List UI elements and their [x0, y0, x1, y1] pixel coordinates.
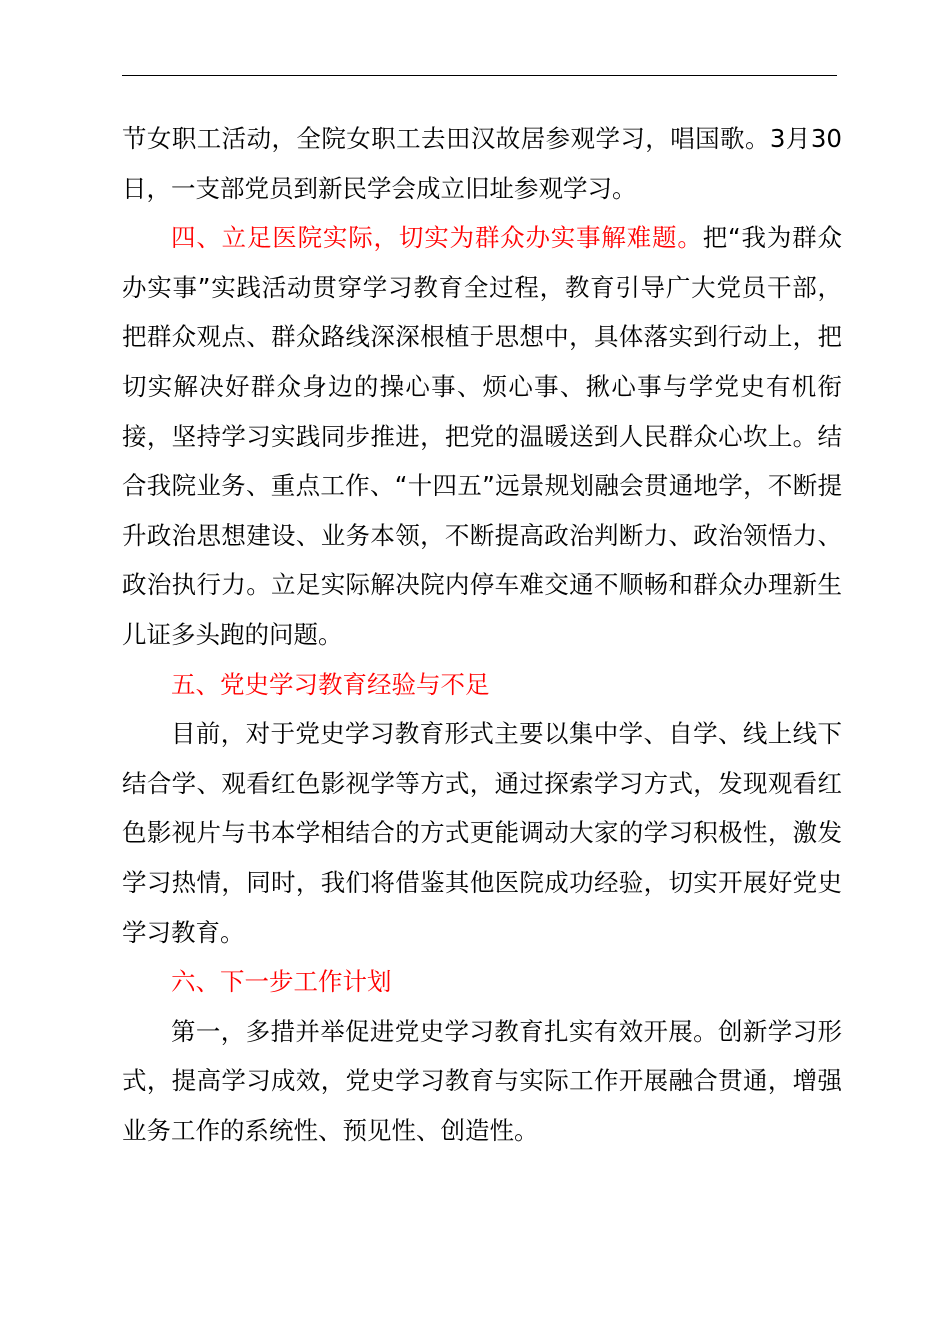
section-five-body: 目前，对于党史学习教育形式主要以集中学、自学、线上线下结合学、观看红色影视学等方式，通过探索学习方式，发现观看红色影视片与书本学相结合的方式更能调动大家的学习积极性，激发学习热情，同时，我们将借鉴其他医院成功经验，切实开展好党史学习教育。 [122, 719, 842, 947]
section-six-body: 第一，多措并举促进党史学习教育扎实有效开展。创新学习形式，提高学习成效，党史学习教育与实际工作开展融合贯通，增强业务工作的系统性、预见性、创造性。 [122, 1016, 842, 1145]
section-four-heading: 四、立足医院实际，切实为群众办实事解难题。 [171, 223, 703, 253]
section-four-body: 把“我为群众办实事”实践活动贯穿学习教育全过程，教育引导广大党员干部，把群众观点、群众路线深深根植于思想中，具体落实到行动上，把切实解决好群众身边的操心事、烦心事、揪心事与学党史有机衔接，坚持学习实践同步推进，把党的温暖送到人民群众心坎上。结合我院业务、重点工作、“十四五”远景规划融会贯通地学，不断提升政治思想建设、业务本领，不断提高政治判断力、政治领悟力、政治执行力。立足实际解决院内停车难交通不顺畅和群众办理新生儿证多头跑的问题。 [122, 223, 842, 649]
paragraph-continued: 节女职工活动，全院女职工去田汉故居参观学习，唱国歌。3月30日，一支部党员到新民学会成立旧址参观学习。 [122, 124, 842, 203]
section-six-heading: 六、下一步工作计划 [171, 967, 392, 997]
header-rule [122, 75, 837, 76]
paragraph-section-four [122, 213, 842, 659]
document-body [122, 114, 842, 1155]
section-five-heading: 五、党史学习教育经验与不足 [171, 669, 490, 699]
